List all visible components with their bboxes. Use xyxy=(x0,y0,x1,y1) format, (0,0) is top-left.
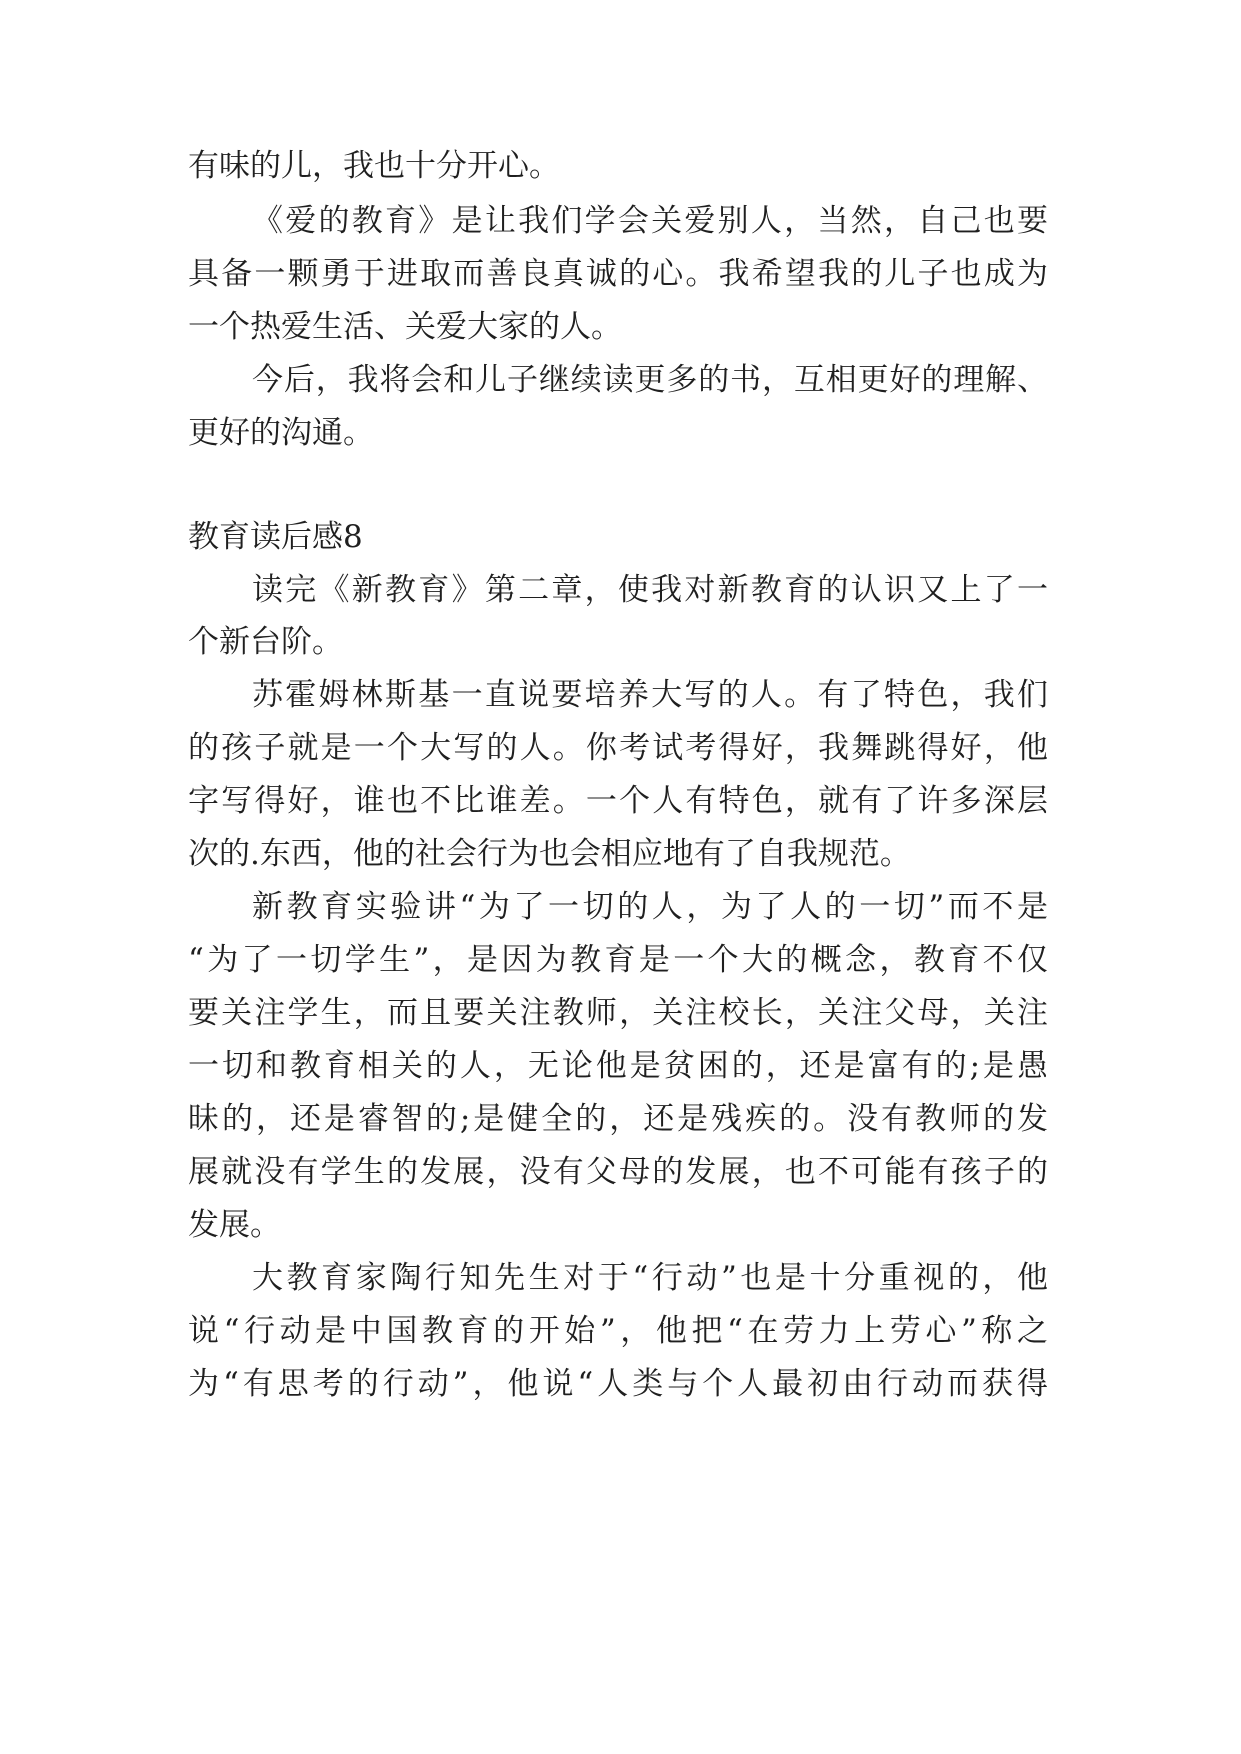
paragraph-line: 更好的沟通。 xyxy=(188,415,374,451)
paragraph-line: 一切和教育相关的人，无论他是贫困的，还是富有的;是愚 xyxy=(188,1048,1048,1084)
paragraph-line: 为“有思考的行动”，他说“人类与个人最初由行动而获得 xyxy=(188,1366,1048,1402)
paragraph-line: 具备一颗勇于进取而善良真诚的心。我希望我的儿子也成为 xyxy=(188,256,1048,292)
paragraph-line: 有味的儿，我也十分开心。 xyxy=(188,148,560,184)
paragraph-line: 今后，我将会和儿子继续读更多的书，互相更好的理解、 xyxy=(252,362,1048,398)
paragraph-line: 《爱的教育》是让我们学会关爱别人，当然，自己也要 xyxy=(252,203,1048,239)
paragraph-line: 次的.东西，他的社会行为也会相应地有了自我规范。 xyxy=(188,836,911,872)
paragraph-line: 读完《新教育》第二章，使我对新教育的认识又上了一 xyxy=(252,572,1048,608)
paragraph-line: “为了一切学生”，是因为教育是一个大的概念，教育不仅 xyxy=(188,942,1048,978)
paragraph-line: 苏霍姆林斯基一直说要培养大写的人。有了特色，我们 xyxy=(252,677,1048,713)
paragraph-line: 发展。 xyxy=(188,1207,281,1243)
paragraph-line: 的孩子就是一个大写的人。你考试考得好，我舞跳得好，他 xyxy=(188,730,1048,766)
paragraph-line: 新教育实验讲“为了一切的人，为了人的一切”而不是 xyxy=(252,889,1048,925)
paragraph-line: 个新台阶。 xyxy=(188,624,343,660)
paragraph-line: 一个热爱生活、关爱大家的人。 xyxy=(188,309,622,345)
paragraph-line: 昧的，还是睿智的;是健全的，还是残疾的。没有教师的发 xyxy=(188,1101,1048,1137)
paragraph-line: 说“行动是中国教育的开始”，他把“在劳力上劳心”称之 xyxy=(188,1313,1048,1349)
section-heading: 教育读后感8 xyxy=(188,519,363,555)
paragraph-line: 字写得好，谁也不比谁差。一个人有特色，就有了许多深层 xyxy=(188,783,1048,819)
paragraph-line: 展就没有学生的发展，没有父母的发展，也不可能有孩子的 xyxy=(188,1154,1048,1190)
paragraph-line: 大教育家陶行知先生对于“行动”也是十分重视的，他 xyxy=(252,1260,1048,1296)
paragraph-line: 要关注学生，而且要关注教师，关注校长，关注父母，关注 xyxy=(188,995,1048,1031)
